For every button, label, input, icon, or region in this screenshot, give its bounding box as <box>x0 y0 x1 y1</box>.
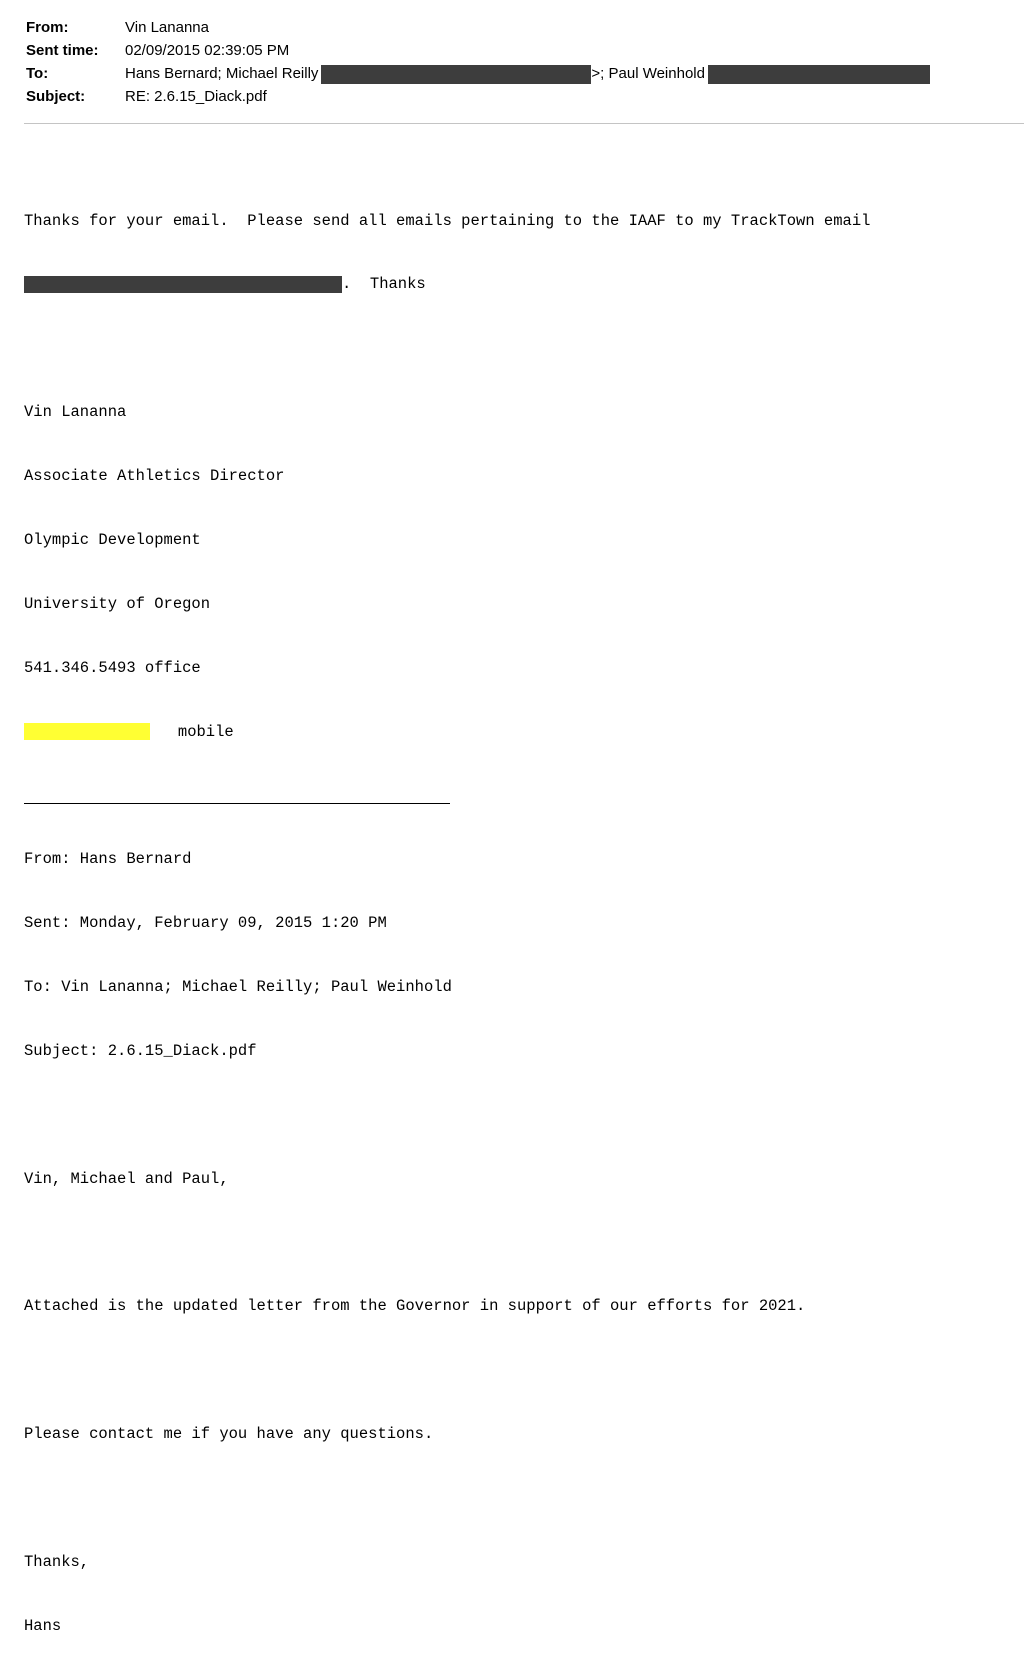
mobile-label: mobile <box>177 722 234 741</box>
reply-line-2-tail: . Thanks <box>342 275 426 294</box>
signature-dept: Olympic Development <box>24 531 201 550</box>
to-value-part1: Hans Bernard; Michael Reilly <box>125 65 319 82</box>
header-divider <box>24 123 1024 124</box>
signature-office: 541.346.5493 office <box>24 658 201 677</box>
sent-label: Sent time: <box>26 42 99 59</box>
to-value <box>125 62 930 85</box>
original-sent: Sent: Monday, February 09, 2015 1:20 PM <box>24 914 387 933</box>
original-subject: Subject: 2.6.15_Diack.pdf <box>24 1041 257 1060</box>
original-to: To: Vin Lananna; Michael Reilly; Paul Weinhold <box>24 977 452 996</box>
signature-name: Vin Lananna <box>24 403 127 422</box>
signature-org: University of Oregon <box>24 594 211 613</box>
quote-separator <box>24 803 450 804</box>
reply-line-1: Thanks for your email. Please send all emails pertaining to the IAAF to my TrackTown email <box>24 211 871 230</box>
original-from: From: Hans Bernard <box>24 850 192 869</box>
original-body-1: Attached is the updated letter from the Governor in support of our efforts for 2021. <box>24 1297 806 1316</box>
redaction-block <box>708 65 930 84</box>
signature-title: Associate Athletics Director <box>24 467 285 486</box>
signature-mobile <box>24 722 870 743</box>
from-label: From: <box>26 19 69 36</box>
original-closing: Thanks, <box>24 1553 90 1571</box>
redaction-block <box>24 276 342 293</box>
subject-value: RE: 2.6.15_Diack.pdf <box>125 88 267 105</box>
original-body-2: Please contact me if you have any questions. <box>24 1425 434 1444</box>
to-label: To: <box>26 65 49 82</box>
sent-value: 02/09/2015 02:39:05 PM <box>125 42 290 59</box>
original-greeting: Vin, Michael and Paul, <box>24 1169 229 1188</box>
original-signoff: Hans <box>24 1616 62 1635</box>
email-body <box>24 168 870 1658</box>
subject-label: Subject: <box>26 88 86 105</box>
to-value-part2: >; Paul Weinhold <box>591 65 705 82</box>
reply-line-2 <box>24 274 870 295</box>
highlight-redaction <box>24 723 150 740</box>
redaction-block <box>321 65 591 84</box>
from-value: Vin Lananna <box>125 19 209 36</box>
